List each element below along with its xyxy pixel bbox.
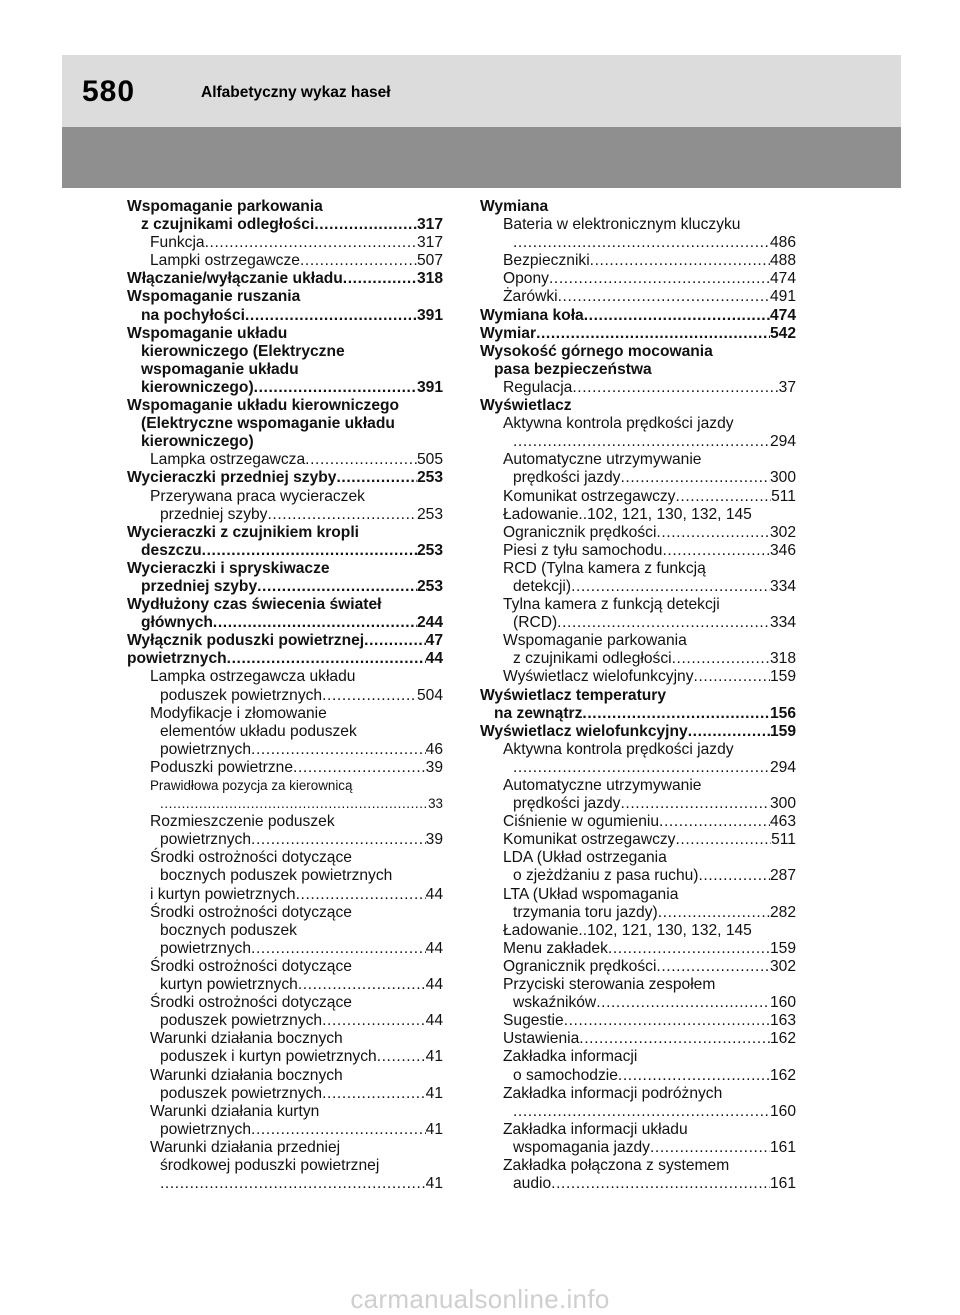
index-entry: Wyłącznik poduszki powietrznej ..... 47: [127, 632, 443, 650]
index-subentry: Automatyczne utrzymywanie: [503, 777, 702, 794]
index-subentry: Rozmieszczenie poduszek: [150, 813, 335, 831]
index-subentry: Aktywna kontrola prędkości jazdy: [503, 740, 734, 758]
index-subentry: Lampka ostrzegawcza układu: [150, 668, 356, 686]
index-subentry: poduszek powietrznych ..... 41: [127, 1085, 443, 1103]
index-subentry: z czujnikami odległości ..... 318: [480, 650, 796, 668]
index-subentry: Poduszki powietrzne ..... 39: [127, 759, 443, 777]
index-subentry: Ładowanie..102, 121, 130, 132, 145: [503, 505, 752, 523]
index-subentry: bocznych poduszek: [160, 921, 297, 939]
index-entry: (Elektryczne wspomaganie układu: [141, 415, 395, 433]
index-subentry: Aktywna kontrola prędkości jazdy: [503, 415, 734, 433]
index-entry: Wyświetlacz temperatury: [480, 686, 667, 704]
header-dark-band: [62, 127, 901, 188]
index-subentry: ..... 160: [480, 1103, 796, 1121]
index-entry: Wycieraczki przedniej szyby ..... 253: [127, 469, 443, 487]
index-entry: przedniej szyby ..... 253: [127, 578, 443, 596]
index-subentry: Zakładka informacji: [503, 1048, 638, 1066]
page-title: Alfabetyczny wykaz haseł: [201, 84, 391, 101]
index-entry: kierowniczego): [141, 433, 254, 451]
index-subentry: ..... 294: [480, 433, 796, 451]
index-subentry: Wspomaganie parkowania: [503, 632, 687, 650]
index-entry: Wycieraczki z czujnikiem kropli: [127, 523, 359, 541]
index-subentry: Komunikat ostrzegawczy ..... 511: [480, 831, 796, 849]
page-number: 580: [82, 75, 136, 108]
index-subentry: Ładowanie..102, 121, 130, 132, 145: [503, 921, 752, 939]
index-entry: Wyświetlacz: [480, 397, 572, 415]
index-subentry: Menu zakładek ..... 159: [480, 940, 796, 958]
index-entry: deszczu ..... 253: [127, 542, 443, 560]
index-subentry: o samochodzie ..... 162: [480, 1067, 796, 1085]
index-subentry: Komunikat ostrzegawczy ..... 511: [480, 488, 796, 506]
index-subentry: Warunki działania kurtyn: [150, 1102, 320, 1120]
index-subentry: Zakładka połączona z systemem: [503, 1156, 730, 1174]
index-subentry: prędkości jazdy ..... 300: [480, 469, 796, 487]
index-subentry: powietrznych ..... 46: [127, 741, 443, 759]
index-subentry: o zjeżdżaniu z pasa ruchu) ..... 287: [480, 867, 796, 885]
index-subentry: wspomagania jazdy ..... 161: [480, 1139, 796, 1157]
index-entry: wspomaganie układu: [141, 360, 299, 378]
index-column-right: [480, 198, 796, 1193]
index-subentry: Lampki ostrzegawcze ..... 507: [127, 252, 443, 270]
index-subentry: bocznych poduszek powietrznych: [160, 867, 393, 885]
index-subentry: Zakładka informacji układu: [503, 1120, 688, 1138]
index-subentry: LTA (Układ wspomagania: [503, 885, 679, 903]
header-band: [62, 55, 901, 127]
index-subentry: Ustawienia ..... 162: [480, 1030, 796, 1048]
index-subentry: Środki ostrożności dotyczące: [150, 903, 352, 921]
index-subentry: Bezpieczniki ..... 488: [480, 252, 796, 270]
index-subentry: Warunki działania bocznych: [150, 1066, 343, 1084]
index-subentry: ..... 486: [480, 234, 796, 252]
index-subentry: detekcji) ..... 334: [480, 578, 796, 596]
index-subentry: Warunki działania przedniej: [150, 1138, 341, 1156]
index-subentry: Środki ostrożności dotyczące: [150, 957, 352, 975]
index-entry: na zewnątrz ..... 156: [480, 705, 796, 723]
index-subentry: Przyciski sterowania zespołem: [503, 976, 716, 994]
index-subentry: Tylna kamera z funkcją detekcji: [503, 596, 720, 614]
index-entry: Wydłużony czas świecenia świateł: [127, 596, 382, 614]
index-subentry: poduszek powietrznych ..... 504: [127, 687, 443, 705]
index-subentry: ..... 33: [127, 795, 443, 813]
index-subentry: poduszek powietrznych ..... 44: [127, 1012, 443, 1030]
index-subentry: Piesi z tyłu samochodu ..... 346: [480, 542, 796, 560]
index-subentry: Prawidłowa pozycja za kierownicą: [150, 778, 353, 793]
index-subentry: RCD (Tylna kamera z funkcją: [503, 559, 706, 577]
index-subentry: Ogranicznik prędkości ..... 302: [480, 958, 796, 976]
index-entry: Wyświetlacz wielofunkcyjny ..... 159: [480, 723, 796, 741]
index-subentry: Warunki działania bocznych: [150, 1030, 343, 1048]
index-entry: Wspomaganie parkowania: [127, 198, 323, 215]
index-subentry: (RCD) ..... 334: [480, 614, 796, 632]
index-subentry: Wyświetlacz wielofunkcyjny ..... 159: [480, 668, 796, 686]
index-entry: pasa bezpieczeństwa: [494, 360, 652, 378]
index-subentry: LDA (Układ ostrzegania: [503, 849, 667, 867]
index-subentry: Zakładka informacji podróżnych: [503, 1084, 723, 1102]
index-subentry: Bateria w elektronicznym kluczyku: [503, 216, 741, 234]
index-column-left: [127, 198, 443, 1193]
index-subentry: ..... 294: [480, 759, 796, 777]
index-entry: na pochyłości ..... 391: [127, 307, 443, 325]
index-subentry: audio ..... 161: [480, 1175, 796, 1193]
index-subentry: przedniej szyby ..... 253: [127, 506, 443, 524]
index-subentry: Środki ostrożności dotyczące: [150, 849, 352, 867]
index-entry: Włączanie/wyłączanie układu ..... 318: [127, 270, 443, 288]
index-subentry: poduszek i kurtyn powietrznych ..... 41: [127, 1048, 443, 1066]
index-subentry: ..... 41: [127, 1175, 443, 1193]
index-subentry: Opony ..... 474: [480, 270, 796, 288]
index-entry: kierowniczego) ..... 391: [127, 379, 443, 397]
index-subentry: Lampka ostrzegawcza ..... 505: [127, 451, 443, 469]
index-subentry: Sugestie ..... 163: [480, 1012, 796, 1030]
index-subentry: trzymania toru jazdy) ..... 282: [480, 904, 796, 922]
index-subentry: Ogranicznik prędkości ..... 302: [480, 524, 796, 542]
index-entry: Wspomaganie ruszania: [127, 288, 301, 306]
index-entry: Wymiar ..... 542: [480, 325, 796, 343]
index-subentry: prędkości jazdy ..... 300: [480, 795, 796, 813]
index-subentry: Automatyczne utrzymywanie: [503, 451, 702, 469]
index-subentry: Regulacja ..... 37: [480, 379, 796, 397]
watermark: carmanualsonline.info: [350, 1284, 610, 1314]
index-entry: Wysokość górnego mocowania: [480, 342, 713, 360]
index-subentry: Żarówki ..... 491: [480, 288, 796, 306]
index-subentry: środkowej poduszki powietrznej: [160, 1156, 380, 1174]
index-subentry: Modyfikacje i złomowanie: [150, 704, 327, 722]
index-subentry: powietrznych ..... 39: [127, 831, 443, 849]
index-entry: Wymiana koła ..... 474: [480, 307, 796, 325]
index-subentry: Przerywana praca wycieraczek: [150, 487, 365, 505]
index-subentry: powietrznych ..... 41: [127, 1121, 443, 1139]
index-entry: Wspomaganie układu kierowniczego: [127, 397, 400, 415]
index-subentry: Środki ostrożności dotyczące: [150, 994, 352, 1012]
index-entry: Wycieraczki i spryskiwacze: [127, 559, 330, 577]
index-entry: Wymiana: [480, 198, 549, 215]
index-subentry: i kurtyn powietrznych ..... 44: [127, 886, 443, 904]
index-subentry: powietrznych ..... 44: [127, 940, 443, 958]
index-subentry: Ciśnienie w ogumieniu ..... 463: [480, 813, 796, 831]
index-subentry: Funkcja ..... 317: [127, 234, 443, 252]
index-entry: głównych ..... 244: [127, 614, 443, 632]
index-subentry: wskaźników ..... 160: [480, 994, 796, 1012]
index-subentry: kurtyn powietrznych ..... 44: [127, 976, 443, 994]
index-entry: kierowniczego (Elektryczne: [141, 342, 345, 360]
index-entry: powietrznych ..... 44: [127, 650, 443, 668]
index-entry: Wspomaganie układu: [127, 324, 288, 342]
index-subentry: elementów układu poduszek: [160, 722, 357, 740]
index-entry: z czujnikami odległości ..... 317: [127, 216, 443, 234]
